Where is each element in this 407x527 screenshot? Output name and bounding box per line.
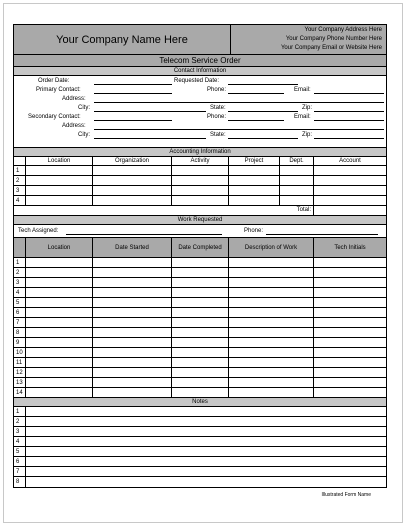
notes-row-number: 3 (14, 427, 26, 436)
work-col-date-completed: Date Completed (172, 238, 229, 258)
tech-assigned-label: Tech Assigned: (18, 228, 59, 234)
work-cell[interactable] (26, 258, 93, 267)
work-rows (14, 258, 386, 398)
work-row (14, 348, 386, 358)
contact-section-title: Contact Information (173, 68, 227, 74)
secondary-contact-label: Secondary Contact: (28, 114, 81, 120)
work-cell[interactable] (314, 358, 386, 367)
work-cell[interactable] (26, 328, 93, 337)
work-cell[interactable] (172, 378, 229, 387)
requested-date-label: Requested Date: (174, 78, 220, 84)
work-cell[interactable] (229, 258, 314, 267)
accounting-row (14, 196, 386, 206)
work-cell[interactable] (172, 348, 229, 357)
work-row (14, 298, 386, 308)
work-cell[interactable] (93, 368, 172, 377)
primary-contact-label: Primary Contact: (36, 87, 81, 93)
work-cell[interactable] (93, 288, 172, 297)
work-row-number: 8 (14, 328, 26, 337)
work-cell[interactable] (93, 378, 172, 387)
work-cell[interactable] (314, 388, 386, 397)
tech-assigned-field[interactable] (66, 234, 222, 235)
work-cell[interactable] (172, 388, 229, 397)
work-row (14, 308, 386, 318)
work-row-number: 6 (14, 308, 26, 317)
accounting-cell[interactable] (314, 196, 386, 205)
notes-row (14, 447, 386, 457)
accounting-total-label: Total: (14, 206, 314, 215)
notes-cell[interactable] (26, 437, 386, 446)
form-header (14, 25, 386, 55)
work-cell[interactable] (26, 298, 93, 307)
notes-row (14, 467, 386, 477)
tech-phone-label: Phone: (244, 228, 264, 234)
primary-city-field[interactable] (94, 111, 206, 112)
accounting-total-field[interactable] (314, 206, 386, 215)
accounting-cell[interactable] (26, 166, 93, 175)
secondary-address-label: Address: (62, 123, 86, 129)
company-address: Your Company Address Here (304, 27, 382, 33)
accounting-cell[interactable] (26, 176, 93, 185)
work-num-header (14, 238, 26, 257)
work-col-description: Description of Work (229, 238, 314, 258)
notes-rows (14, 407, 386, 487)
accounting-row-number: 4 (14, 196, 26, 205)
accounting-col-dept: Dept. (280, 157, 314, 165)
work-row (14, 338, 386, 348)
work-row-number: 1 (14, 258, 26, 267)
work-section-title: Work Requested (177, 217, 223, 223)
accounting-col-location: Location (26, 157, 93, 165)
work-row (14, 318, 386, 328)
work-cell[interactable] (314, 298, 386, 307)
work-cell[interactable] (229, 298, 314, 307)
work-row (14, 288, 386, 298)
work-col-tech-initials: Tech Initials (334, 244, 366, 251)
secondary-state-label: State: (210, 132, 226, 138)
work-cell[interactable] (314, 308, 386, 317)
accounting-col-account: Account (339, 158, 361, 164)
notes-row-number: 4 (14, 437, 26, 446)
work-row-number: 2 (14, 268, 26, 277)
work-cell[interactable] (26, 358, 93, 367)
work-col-location: Location (26, 238, 93, 258)
secondary-city-label: City: (78, 132, 90, 138)
accounting-row (14, 186, 386, 196)
work-cell[interactable] (26, 348, 93, 357)
accounting-cell[interactable] (280, 186, 314, 195)
notes-cell[interactable] (26, 457, 386, 466)
work-row (14, 328, 386, 338)
work-cell[interactable] (314, 328, 386, 337)
work-cell[interactable] (229, 288, 314, 297)
accounting-cell[interactable] (280, 176, 314, 185)
work-header-row (14, 238, 386, 258)
tech-phone-field[interactable] (266, 234, 378, 235)
tech-assigned-row (14, 225, 386, 238)
notes-row (14, 457, 386, 467)
secondary-city-field[interactable] (94, 138, 206, 139)
work-row-number: 4 (14, 288, 26, 297)
work-cell[interactable] (172, 288, 229, 297)
work-row (14, 388, 386, 398)
accounting-section-title: Accounting Information (169, 149, 231, 155)
work-row-number: 13 (14, 378, 26, 387)
work-row (14, 368, 386, 378)
order-date-label: Order Date: (38, 78, 70, 84)
accounting-cell[interactable] (93, 166, 172, 175)
accounting-row-number: 3 (14, 186, 26, 195)
work-row (14, 358, 386, 368)
form-title-bar (14, 55, 386, 67)
accounting-cell[interactable] (172, 166, 229, 175)
work-cell[interactable] (93, 308, 172, 317)
work-cell[interactable] (229, 338, 314, 347)
work-cell[interactable] (93, 318, 172, 327)
work-row-number: 3 (14, 278, 26, 287)
work-cell[interactable] (172, 278, 229, 287)
accounting-cell[interactable] (172, 196, 229, 205)
work-cell[interactable] (172, 338, 229, 347)
primary-zip-field[interactable] (314, 111, 384, 112)
work-cell[interactable] (172, 308, 229, 317)
notes-row-number: 2 (14, 417, 26, 426)
primary-state-label: State: (210, 105, 226, 111)
work-cell[interactable] (172, 298, 229, 307)
secondary-state-field[interactable] (228, 138, 298, 139)
primary-phone-label: Phone: (207, 87, 227, 93)
work-cell[interactable] (314, 368, 386, 377)
work-cell[interactable] (314, 268, 386, 277)
work-cell[interactable] (314, 258, 386, 267)
service-order-form (13, 24, 387, 488)
notes-cell[interactable] (26, 447, 386, 456)
secondary-zip-field[interactable] (314, 138, 384, 139)
accounting-cell[interactable] (172, 186, 229, 195)
notes-section-title: Notes (192, 399, 208, 405)
primary-address-field[interactable] (94, 102, 384, 103)
notes-cell[interactable] (26, 477, 386, 487)
primary-contact-field[interactable] (94, 93, 172, 94)
work-cell[interactable] (26, 338, 93, 347)
work-cell[interactable] (93, 338, 172, 347)
work-row-number: 5 (14, 298, 26, 307)
work-cell[interactable] (26, 368, 93, 377)
work-cell[interactable] (93, 298, 172, 307)
company-phone: Your Company Phone Number Here (285, 36, 382, 42)
notes-cell[interactable] (26, 467, 386, 476)
accounting-cell[interactable] (229, 196, 280, 205)
work-cell[interactable] (229, 308, 314, 317)
form-title: Telecom Service Order (159, 56, 241, 65)
accounting-cell[interactable] (314, 166, 386, 175)
work-cell[interactable] (26, 318, 93, 327)
notes-row-number: 7 (14, 467, 26, 476)
work-row (14, 278, 386, 288)
accounting-cell[interactable] (280, 196, 314, 205)
form-footer-text: Illustrated Form Name (321, 492, 371, 498)
accounting-cell[interactable] (229, 176, 280, 185)
work-cell[interactable] (314, 338, 386, 347)
work-row-number: 14 (14, 388, 26, 397)
notes-row-number: 6 (14, 457, 26, 466)
notes-row (14, 407, 386, 417)
work-cell[interactable] (229, 388, 314, 397)
accounting-cell[interactable] (93, 176, 172, 185)
accounting-row-number: 2 (14, 176, 26, 185)
accounting-col-activity: Activity (172, 157, 229, 165)
company-email: Your Company Email or Website Here (280, 45, 382, 51)
work-row (14, 378, 386, 388)
work-cell[interactable] (93, 348, 172, 357)
accounting-cell[interactable] (172, 176, 229, 185)
company-name: Your Company Name Here (56, 33, 188, 46)
work-cell[interactable] (229, 268, 314, 277)
notes-section-header (14, 398, 386, 407)
accounting-row (14, 166, 386, 176)
work-cell[interactable] (172, 258, 229, 267)
work-cell[interactable] (229, 348, 314, 357)
work-cell[interactable] (26, 288, 93, 297)
notes-row (14, 437, 386, 447)
work-cell[interactable] (26, 278, 93, 287)
work-row-number: 7 (14, 318, 26, 327)
primary-email-label: Email: (294, 87, 311, 93)
work-cell[interactable] (314, 288, 386, 297)
company-name-cell (14, 25, 231, 54)
notes-row (14, 427, 386, 437)
secondary-zip-label: Zip: (302, 132, 313, 138)
work-cell[interactable] (229, 328, 314, 337)
accounting-col-organization: Organization (93, 157, 172, 165)
primary-phone-field[interactable] (228, 93, 284, 94)
work-row-number: 9 (14, 338, 26, 347)
work-cell[interactable] (172, 368, 229, 377)
secondary-address-field[interactable] (94, 129, 384, 130)
notes-row (14, 417, 386, 427)
company-contact-cell (231, 25, 386, 54)
primary-city-label: City: (78, 105, 90, 111)
accounting-cell[interactable] (229, 186, 280, 195)
work-row-number: 12 (14, 368, 26, 377)
work-cell[interactable] (26, 268, 93, 277)
notes-cell[interactable] (26, 407, 386, 416)
work-cell[interactable] (172, 268, 229, 277)
secondary-email-label: Email: (294, 114, 311, 120)
accounting-row (14, 176, 386, 186)
accounting-cell[interactable] (93, 186, 172, 195)
work-row-number: 10 (14, 348, 26, 357)
secondary-phone-field[interactable] (228, 120, 284, 121)
accounting-rows (14, 166, 386, 206)
work-col-date-started: Date Started (93, 238, 172, 258)
order-date-field[interactable] (94, 84, 172, 85)
work-row (14, 268, 386, 278)
contact-section-header (14, 67, 386, 76)
secondary-email-field[interactable] (314, 120, 384, 121)
secondary-phone-label: Phone: (207, 114, 227, 120)
notes-row (14, 477, 386, 487)
work-cell[interactable] (93, 388, 172, 397)
work-cell[interactable] (93, 328, 172, 337)
work-cell[interactable] (26, 388, 93, 397)
work-cell[interactable] (172, 318, 229, 327)
work-cell[interactable] (26, 308, 93, 317)
work-cell[interactable] (26, 378, 93, 387)
work-cell[interactable] (314, 348, 386, 357)
work-cell[interactable] (229, 318, 314, 327)
notes-cell[interactable] (26, 427, 386, 436)
accounting-row-number: 1 (14, 166, 26, 175)
work-cell[interactable] (229, 378, 314, 387)
work-cell[interactable] (229, 368, 314, 377)
work-cell[interactable] (229, 278, 314, 287)
accounting-cell[interactable] (314, 176, 386, 185)
accounting-cell[interactable] (229, 166, 280, 175)
primary-zip-label: Zip: (302, 105, 313, 111)
work-row (14, 258, 386, 268)
notes-row-number: 8 (14, 477, 26, 487)
work-cell[interactable] (314, 378, 386, 387)
accounting-section-header (14, 148, 386, 157)
notes-row-number: 5 (14, 447, 26, 456)
accounting-col-project: Project (229, 157, 280, 165)
work-cell[interactable] (314, 318, 386, 327)
accounting-cell[interactable] (280, 166, 314, 175)
accounting-num-header (14, 157, 26, 165)
accounting-cell[interactable] (314, 186, 386, 195)
work-cell[interactable] (93, 278, 172, 287)
primary-address-label: Address: (62, 96, 86, 102)
accounting-total-row (14, 206, 386, 216)
work-cell[interactable] (93, 258, 172, 267)
accounting-cell[interactable] (26, 186, 93, 195)
notes-cell[interactable] (26, 417, 386, 426)
primary-email-field[interactable] (314, 93, 384, 94)
work-section-header (14, 216, 386, 225)
notes-row-number: 1 (14, 407, 26, 416)
work-cell[interactable] (172, 328, 229, 337)
primary-state-field[interactable] (228, 111, 298, 112)
work-cell[interactable] (93, 358, 172, 367)
accounting-cell[interactable] (93, 196, 172, 205)
requested-date-field[interactable] (228, 84, 298, 85)
secondary-contact-field[interactable] (94, 120, 172, 121)
work-cell[interactable] (229, 358, 314, 367)
work-cell[interactable] (172, 358, 229, 367)
accounting-cell[interactable] (26, 196, 93, 205)
work-cell[interactable] (314, 278, 386, 287)
accounting-header-row (14, 157, 386, 166)
work-cell[interactable] (93, 268, 172, 277)
contact-section (14, 76, 386, 148)
work-row-number: 11 (14, 358, 26, 367)
